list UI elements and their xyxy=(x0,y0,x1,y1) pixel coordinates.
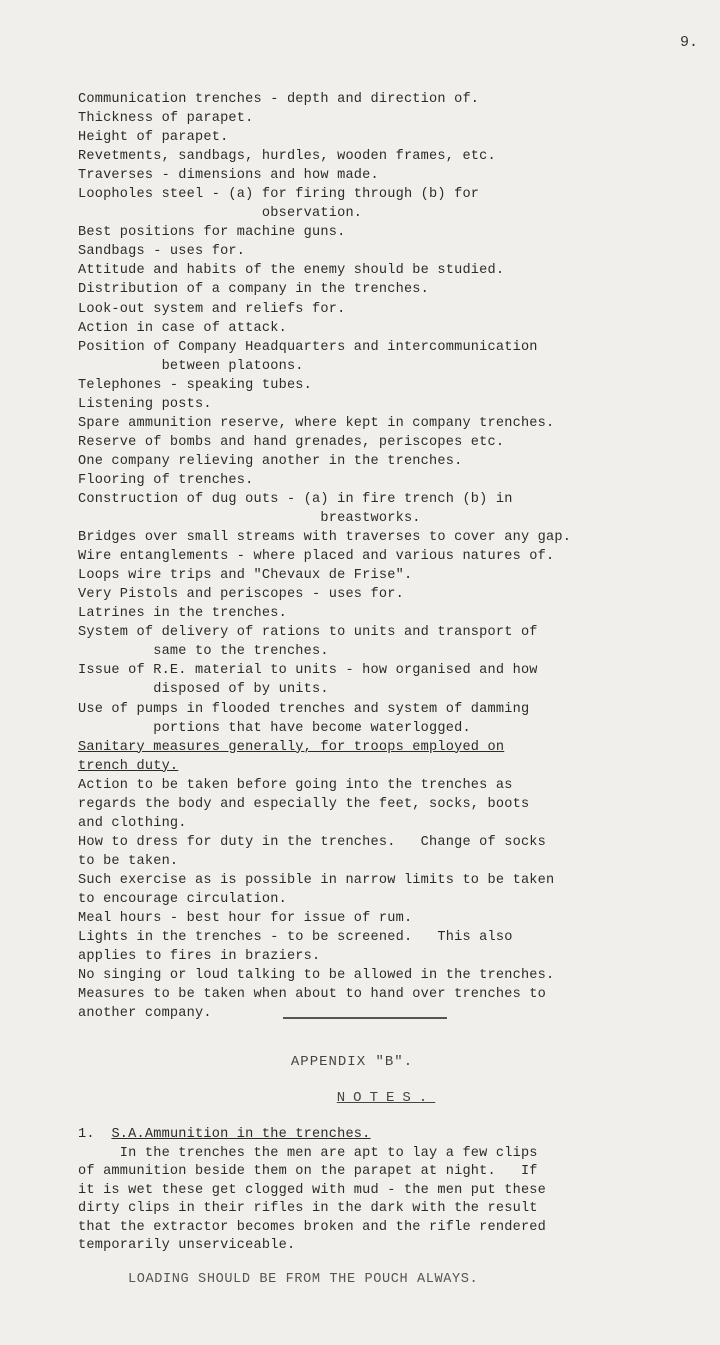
text-line: Action to be taken before going into the trenches as xyxy=(78,777,513,793)
text-line: Look-out system and reliefs for. xyxy=(78,301,346,317)
note-heading-line xyxy=(78,1126,708,1145)
text-line: between platoons. xyxy=(78,358,304,374)
text-line: Telephones - speaking tubes. xyxy=(78,377,313,393)
text-line: Spare ammunition reserve, where kept in company trenches. xyxy=(78,415,555,431)
text-line: Construction of dug outs - (a) in fire trench (b) in xyxy=(78,491,513,507)
closing-instruction: LOADING SHOULD BE FROM THE POUCH ALWAYS. xyxy=(128,1272,479,1287)
text-line: Bridges over small streams with traverses to cover any gap. xyxy=(78,530,572,546)
text-line: Wire entanglements - where placed and various natures of. xyxy=(78,549,555,565)
text-line: No singing or loud talking to be allowed in the trenches. xyxy=(78,968,555,984)
text-line: Sanitary measures generally, for troops employed on xyxy=(78,739,505,755)
note-heading: S.A.Ammunition in the trenches. xyxy=(111,1127,371,1142)
text-line: Loopholes steel - (a) for firing through (b) for xyxy=(78,187,480,203)
text-line: applies to fires in braziers. xyxy=(78,949,321,965)
text-line: trench duty. xyxy=(78,758,179,774)
text-line: Reserve of bombs and hand grenades, periscopes etc. xyxy=(78,434,505,450)
text-line: Action in case of attack. xyxy=(78,320,287,336)
note-body xyxy=(78,1145,708,1256)
text-line: Distribution of a company in the trenches. xyxy=(78,282,430,298)
note-block xyxy=(78,1126,708,1256)
text-line: to encourage circulation. xyxy=(78,891,287,907)
appendix-subtitle: NOTES. xyxy=(336,1090,436,1106)
text-line: Very Pistols and periscopes - uses for. xyxy=(78,587,404,603)
text-line: another company. xyxy=(78,1006,212,1022)
text-line: Revetments, sandbags, hurdles, wooden frames, etc. xyxy=(78,149,496,165)
text-line: Thickness of parapet. xyxy=(78,111,254,127)
text-line: regards the body and especially the feet, socks, boots xyxy=(78,796,530,812)
text-line: Attitude and habits of the enemy should be studied. xyxy=(78,263,505,279)
text-line: breastworks. xyxy=(78,511,421,527)
text-line: same to the trenches. xyxy=(78,644,329,660)
text-line: Latrines in the trenches. xyxy=(78,606,287,622)
note-body-line: temporarily unserviceable. xyxy=(78,1238,296,1253)
appendix-title: APPENDIX "B". xyxy=(290,1054,414,1070)
text-line: Loops wire trips and "Chevaux de Frise". xyxy=(78,568,413,584)
note-number: 1. xyxy=(78,1127,95,1142)
section-divider xyxy=(283,1017,447,1019)
text-line: Traverses - dimensions and how made. xyxy=(78,168,379,184)
text-line: Measures to be taken when about to hand over trenches to xyxy=(78,987,547,1003)
text-line: portions that have become waterlogged. xyxy=(78,720,471,736)
note-body-line: dirty clips in their rifles in the dark with the result xyxy=(78,1201,538,1216)
note-body-line: it is wet these get clogged with mud - the men put these xyxy=(78,1182,547,1198)
note-body-line: of ammunition beside them on the parapet at night. If xyxy=(78,1164,538,1179)
text-line: Issue of R.E. material to units - how organised and how xyxy=(78,663,538,679)
note-body-line: that the extractor becomes broken and the rifle rendered xyxy=(78,1219,547,1235)
text-line: Use of pumps in flooded trenches and system of damming xyxy=(78,701,530,717)
note-body-line: In the trenches the men are apt to lay a few clips xyxy=(78,1145,538,1161)
text-line: Lights in the trenches - to be screened. This also xyxy=(78,930,513,946)
text-line: observation. xyxy=(78,206,363,222)
text-line: to be taken. xyxy=(78,853,179,869)
text-line: Best positions for machine guns. xyxy=(78,225,346,241)
text-line: How to dress for duty in the trenches. Change of socks xyxy=(78,834,547,850)
text-line: Meal hours - best hour for issue of rum. xyxy=(78,911,413,927)
text-line: Flooring of trenches. xyxy=(78,472,254,488)
text-line: Height of parapet. xyxy=(78,130,229,146)
text-line: Communication trenches - depth and direction of. xyxy=(78,92,480,107)
text-line: One company relieving another in the trenches. xyxy=(78,453,463,469)
text-line: Such exercise as is possible in narrow limits to be taken xyxy=(78,872,555,888)
text-line: disposed of by units. xyxy=(78,682,329,698)
text-line: Position of Company Headquarters and intercommunication xyxy=(78,339,538,355)
syllabus-list xyxy=(78,90,718,1023)
text-line: and clothing. xyxy=(78,815,187,831)
text-line: Sandbags - uses for. xyxy=(78,244,246,260)
page-number: 9. xyxy=(680,34,699,51)
text-line: System of delivery of rations to units and transport of xyxy=(78,625,538,641)
text-line: Listening posts. xyxy=(78,396,212,412)
